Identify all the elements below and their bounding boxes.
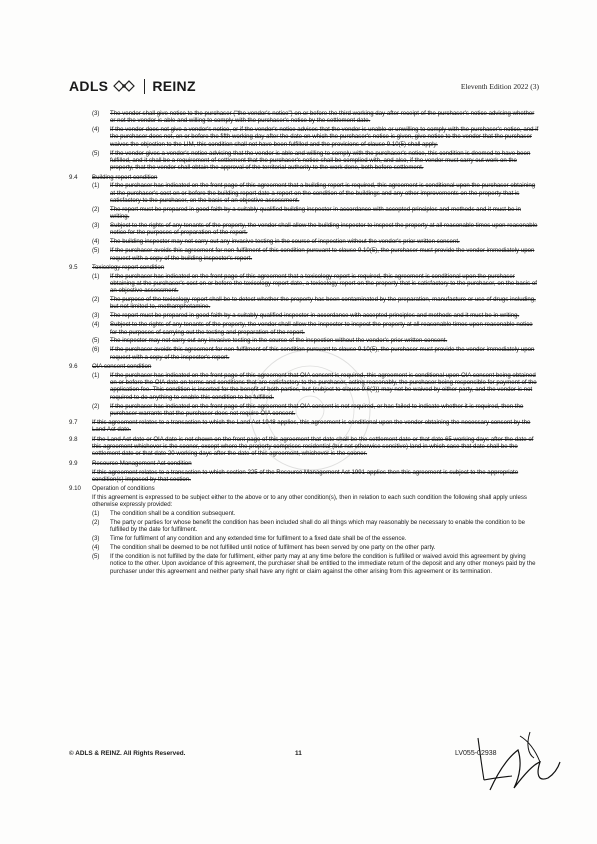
page-number: 11: [295, 750, 302, 757]
clause-text: The report must be prepared in good faith by a suitably qualified building inspector in accordance with accepted principles and methods and it must be in writing.: [110, 205, 521, 221]
clause-row: [69, 312, 539, 319]
clause-number: [69, 110, 92, 125]
clause-row: [69, 206, 539, 221]
clause-number: [69, 150, 92, 172]
clause-number: 9.5: [69, 263, 78, 271]
clause-row: [69, 182, 539, 204]
clause-row: [69, 247, 539, 262]
clause-number: [69, 247, 92, 262]
clause-row: [69, 519, 539, 534]
subclause-number: (1): [92, 182, 100, 190]
clause-number: [69, 126, 92, 148]
clause-text: If this agreement is expressed to be subject either to the above or to any other condition(s), then in relation to each such condition the following shall apply unless otherwise expressly provided:: [92, 494, 527, 509]
clause-number: [69, 510, 92, 517]
subclause-number: (1): [92, 272, 100, 280]
clause-number: 9.4: [69, 173, 78, 181]
clause-number: 9.9: [69, 459, 78, 467]
subclause-number: (4): [92, 126, 100, 134]
clause-row: [69, 535, 539, 542]
clause-number: [69, 494, 92, 509]
clause-text: The inspector may not carry out any invasive testing in the course of the inspection without the vendor's prior written consent.: [110, 337, 448, 345]
clause-row: [69, 126, 539, 148]
clause-text: OIA consent condition: [92, 362, 152, 370]
clause-number: 9.7: [69, 419, 78, 427]
clause-text: Subject to the rights of any tenants of the property, the vendor shall allow the inspector to inspect the property at all reasonable times upon reasonable notice for the purposes of carrying out the testing and preparation of the report.: [110, 321, 533, 336]
clause-number: [69, 535, 92, 542]
clause-text: Subject to the rights of any tenants of the property, the vendor shall allow the building inspector to inspect the property at all reasonable times upon reasonable notice for the purposes of preparation of the report.: [110, 222, 538, 237]
clause-text: If the purchaser has indicated on the front page of this agreement that OIA consent is required, this agreement is conditional upon OIA consent being obtained on or before the OIA date on terms and conditions that are satisfactory to the purchaser, acting reasonably, the purchaser being responsible for payment of the application fee. This condition is inserted for the benefit of both parties, but (subject to clause 9.6(2)) may not be waived by either party, and the vendor is not required to do anything to enable this condition to be fulfilled.: [110, 371, 537, 401]
clause-text: If the vendor gives a vendor's notice advising that the vendor is able and willing to comply with the purchaser's notice, this condition is deemed to have been fulfilled, and it shall be a requirement of settlement that the purchaser's notice shall be complied with, and also, if the vendor must carry out work on the property, that the vendor shall obtain the approval of the territorial authority to the work done, both before settlement.: [110, 149, 531, 172]
clause-number: [69, 469, 92, 484]
clause-number: [69, 346, 92, 361]
clause-heading: [69, 264, 539, 271]
clause-text: If the purchaser avoids this agreement for non-fulfilment of this condition pursuant to clause 9.10(5), the purchaser must provide the vendor immediately upon request with a copy of the building inspector's report.: [110, 247, 535, 262]
clause-number: [69, 519, 92, 534]
subclause-number: (5): [92, 247, 100, 255]
clause-row: [69, 110, 539, 125]
clause-text: If the purchaser avoids this agreement for non-fulfilment of this condition pursuant to clause 9.10(5), the purchaser must provide the vendor immediately upon request with a copy of the inspector's report.: [110, 346, 535, 361]
clause-text: If the purchaser has indicated on the front page of this agreement that OIA consent is not required, or has failed to indicate whether it is required, then the purchaser warrants that the purchaser does not require OIA consent.: [110, 402, 524, 417]
clause-text: If this agreement relates to a transaction to which section 225 of the Resource Management Act 1991 applies then this agreement is subject to the appropriate condition(s) imposed by that section.: [92, 468, 519, 483]
clause-text: The vendor shall give notice to the purchaser ("the vendor's notice") on or before the third working day after receipt of the purchaser's notice advising whether or not the vendor is able and willing to comply with the purchaser's notice by the settlement date.: [110, 110, 535, 125]
clause-text: The purpose of the toxicology report shall be to detect whether the property has been contaminated by the preparation, manufacture or use of drugs including, but not limited to, methamphetamine.: [110, 296, 536, 311]
clause-row: [69, 296, 539, 311]
clause-row: [69, 553, 539, 575]
clause-row: [69, 273, 539, 295]
clause-number: [69, 553, 92, 575]
copyright-text: © ADLS & REINZ. All Rights Reserved.: [69, 750, 186, 757]
subclause-number: (6): [92, 346, 100, 354]
clause-text: The party or parties for whose benefit the condition has been included shall do all things which may reasonably be necessary to enable the condition to be fulfilled by the date for fulfilment.: [110, 519, 525, 534]
clause-number: [69, 321, 92, 336]
clause-row: [69, 494, 539, 509]
subclause-number: (3): [92, 312, 100, 320]
clause-text: If the purchaser has indicated on the front page of this agreement that a toxicology report is required, this agreement is conditional upon the purchaser obtaining at the purchaser's cost on or before the toxicology report date, a toxicology report on the property that is satisfactory to the purchaser, on the basis of an objective assessment.: [110, 272, 537, 295]
clause-text: If the vendor does not give a vendor's notice, or if the vendor's notice advises that the vendor is unable or unwilling to comply with the purchaser's notice, and if the purchaser does not, on or before the fifth working day after the date on which the purchaser's notice is given, give notice to the vendor that the purchaser waives the objection to the LIM, this condition shall not have been fulfilled and the provisions of clause 9.10(5) shall apply.: [110, 126, 539, 148]
subclause-number: (4): [92, 321, 100, 329]
clause-text: If the Land Act date or OIA date is not shown on the front page of this agreement that date shall be the settlement date or that date 65 working days after the date of this agreement whichever is the sooner, except where the property comprises residential (but not otherwise sensitive) land in which case that date shall be the settlement date or that date 20 working days after the date of this agreement, whichever is the sooner.: [92, 435, 534, 458]
logo-divider: [144, 79, 145, 94]
subclause-number: (2): [92, 296, 100, 304]
clause-text: Toxicology report condition: [92, 263, 165, 271]
logo-adls: ADLS: [69, 78, 109, 94]
clause-text: The condition shall be deemed to be not fulfilled until notice of fulfilment has been served by one party on the other party.: [110, 544, 436, 552]
handwritten-initials: [470, 728, 565, 798]
subclause-number: (4): [92, 544, 100, 552]
clause-number: [69, 222, 92, 237]
subclause-number: (3): [92, 110, 100, 117]
subclause-number: (1): [92, 371, 100, 379]
clause-text: The condition shall be a condition subsequent.: [110, 510, 236, 518]
subclause-number: (5): [92, 553, 100, 561]
watermark-seal: [240, 340, 380, 480]
subclause-number: (5): [92, 149, 100, 157]
clause-heading: [69, 174, 539, 181]
clause-number: [69, 296, 92, 311]
clause-row: [69, 321, 539, 336]
subclause-number: (2): [92, 402, 100, 410]
clause-text: The report must be prepared in good faith by a suitably qualified inspector in accordance with accepted principles and methods and it must be in writing.: [110, 312, 520, 320]
clause-text: Time for fulfilment of any condition and any extended time for fulfilment to a fixed date shall be of the essence.: [110, 535, 407, 543]
clause-number: [69, 337, 92, 344]
clause-row: [69, 222, 539, 237]
clause-number: [69, 403, 92, 418]
clause-row: [69, 238, 539, 245]
clause-number: 9.10: [69, 485, 81, 493]
clause-row: [69, 150, 539, 172]
clause-text: The building inspector may not carry out any invasive testing in the course of inspection without the vendor's prior written consent.: [110, 238, 460, 246]
page-header: [69, 78, 539, 100]
clause-heading: [69, 485, 539, 492]
clause-text: Building report condition: [92, 173, 158, 181]
clause-number: [69, 273, 92, 295]
subclause-number: (4): [92, 238, 100, 246]
clause-text: If the purchaser has indicated on the front page of this agreement that a building report is required, this agreement is conditional upon the purchaser obtaining at the purchaser's cost on or before the building report date a report on the condition of the buildings and any other improvements on the property that is satisfactory to the purchaser, on the basis of an objective assessment.: [110, 182, 536, 205]
clause-number: [69, 238, 92, 245]
reference-number: LV055-02938: [455, 750, 497, 757]
subclause-number: (2): [92, 519, 100, 527]
clause-text: If the condition is not fulfilled by the date for fulfilment, either party may at any time before the condition is fulfilled or waived avoid this agreement by giving notice to the other. Upon avoidance of this agreement, the purchaser shall be entitled to the immediate return of the deposit and any other moneys paid by the purchaser under this agreement and neither party shall have any right or claim against the other arising from this agreement or its termination.: [110, 553, 536, 575]
clause-text: Resource Management Act condition: [92, 459, 192, 467]
logo-reinz: REINZ: [152, 78, 196, 94]
crest-icon: [113, 80, 135, 92]
clause-number: [69, 206, 92, 221]
clause-number: [69, 372, 92, 401]
clause-number: [69, 182, 92, 204]
clause-number: [69, 312, 92, 319]
subclause-number: (2): [92, 205, 100, 213]
clause-number: [69, 544, 92, 551]
subclause-number: (3): [92, 222, 100, 230]
subclause-number: (5): [92, 337, 100, 345]
subclause-number: (1): [92, 510, 100, 518]
clause-number: 9.6: [69, 362, 78, 370]
clause-row: [69, 510, 539, 517]
logo: [69, 78, 196, 94]
subclause-number: (3): [92, 535, 100, 543]
clause-text: Operation of conditions: [92, 485, 155, 493]
clause-text: If this agreement relates to a transaction to which the Land Act 1948 applies, this agreement is conditional upon the vendor obtaining the necessary consent by the Land Act date.: [92, 419, 531, 434]
edition-label: Eleventh Edition 2022 (3): [460, 82, 539, 91]
clause-number: 9.8: [69, 435, 78, 443]
clause-row: [69, 544, 539, 551]
